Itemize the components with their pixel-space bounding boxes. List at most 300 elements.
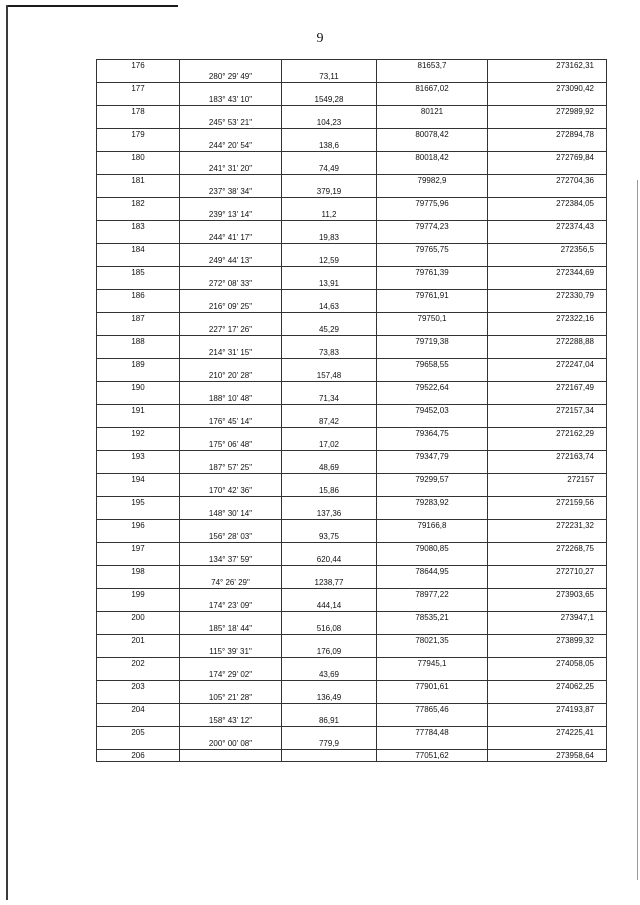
empty-cell bbox=[97, 255, 180, 267]
bearing-angle-cell: 245° 53' 21" bbox=[180, 117, 282, 129]
empty-cell bbox=[488, 508, 607, 520]
empty-cell bbox=[180, 359, 282, 371]
x-coordinate-cell: 81667,02 bbox=[377, 83, 488, 95]
empty-cell bbox=[377, 462, 488, 474]
empty-cell bbox=[488, 416, 607, 428]
distance-cell: 1238,77 bbox=[282, 577, 377, 589]
empty-cell bbox=[282, 313, 377, 325]
empty-cell bbox=[180, 750, 282, 762]
empty-cell bbox=[180, 543, 282, 555]
point-row bbox=[97, 658, 607, 670]
empty-cell bbox=[180, 589, 282, 601]
x-coordinate-cell: 78644,95 bbox=[377, 566, 488, 578]
coordinates-table-body bbox=[97, 60, 607, 762]
distance-cell: 138,6 bbox=[282, 140, 377, 152]
empty-cell bbox=[180, 704, 282, 716]
point-number-cell: 176 bbox=[97, 60, 180, 72]
empty-cell bbox=[282, 359, 377, 371]
empty-cell bbox=[377, 347, 488, 359]
segment-row bbox=[97, 255, 607, 267]
point-number-cell: 203 bbox=[97, 681, 180, 693]
x-coordinate-cell: 77051,62 bbox=[377, 750, 488, 762]
empty-cell bbox=[282, 405, 377, 417]
segment-row bbox=[97, 577, 607, 589]
y-coordinate-cell: 273958,64 bbox=[488, 750, 607, 762]
empty-cell bbox=[282, 704, 377, 716]
y-coordinate-cell: 272163,74 bbox=[488, 451, 607, 463]
bearing-angle-cell: 187° 57' 25" bbox=[180, 462, 282, 474]
point-row bbox=[97, 267, 607, 279]
empty-cell bbox=[97, 508, 180, 520]
empty-cell bbox=[488, 347, 607, 359]
segment-row bbox=[97, 439, 607, 451]
bearing-angle-cell: 244° 41' 17" bbox=[180, 232, 282, 244]
segment-row bbox=[97, 347, 607, 359]
empty-cell bbox=[282, 681, 377, 693]
empty-cell bbox=[282, 520, 377, 532]
empty-cell bbox=[97, 278, 180, 290]
x-coordinate-cell: 79658,55 bbox=[377, 359, 488, 371]
point-row bbox=[97, 589, 607, 601]
y-coordinate-cell: 273162,31 bbox=[488, 60, 607, 72]
x-coordinate-cell: 79166,8 bbox=[377, 520, 488, 532]
point-row bbox=[97, 566, 607, 578]
point-row bbox=[97, 152, 607, 164]
segment-row bbox=[97, 301, 607, 313]
empty-cell bbox=[97, 462, 180, 474]
x-coordinate-cell: 78977,22 bbox=[377, 589, 488, 601]
point-number-cell: 202 bbox=[97, 658, 180, 670]
empty-cell bbox=[488, 324, 607, 336]
distance-cell: 73,11 bbox=[282, 71, 377, 83]
empty-cell bbox=[282, 106, 377, 118]
x-coordinate-cell: 79761,39 bbox=[377, 267, 488, 279]
empty-cell bbox=[97, 232, 180, 244]
point-row bbox=[97, 244, 607, 256]
point-number-cell: 199 bbox=[97, 589, 180, 601]
y-coordinate-cell: 272231,32 bbox=[488, 520, 607, 532]
empty-cell bbox=[180, 198, 282, 210]
x-coordinate-cell: 77901,61 bbox=[377, 681, 488, 693]
empty-cell bbox=[97, 439, 180, 451]
segment-row bbox=[97, 669, 607, 681]
empty-cell bbox=[377, 554, 488, 566]
empty-cell bbox=[488, 117, 607, 129]
empty-cell bbox=[282, 451, 377, 463]
x-coordinate-cell: 79283,92 bbox=[377, 497, 488, 509]
distance-cell: 136,49 bbox=[282, 692, 377, 704]
empty-cell bbox=[488, 462, 607, 474]
empty-cell bbox=[377, 71, 488, 83]
empty-cell bbox=[180, 451, 282, 463]
segment-row bbox=[97, 600, 607, 612]
segment-row bbox=[97, 232, 607, 244]
distance-cell: 444,14 bbox=[282, 600, 377, 612]
point-number-cell: 205 bbox=[97, 727, 180, 739]
x-coordinate-cell: 78021,35 bbox=[377, 635, 488, 647]
empty-cell bbox=[97, 715, 180, 727]
y-coordinate-cell: 274193,87 bbox=[488, 704, 607, 716]
x-coordinate-cell: 79775,96 bbox=[377, 198, 488, 210]
empty-cell bbox=[377, 324, 488, 336]
empty-cell bbox=[282, 175, 377, 187]
empty-cell bbox=[282, 336, 377, 348]
y-coordinate-cell: 272157 bbox=[488, 474, 607, 486]
bearing-angle-cell: 200° 00' 08" bbox=[180, 738, 282, 750]
y-coordinate-cell: 272374,43 bbox=[488, 221, 607, 233]
empty-cell bbox=[488, 163, 607, 175]
point-number-cell: 183 bbox=[97, 221, 180, 233]
empty-cell bbox=[180, 60, 282, 72]
empty-cell bbox=[377, 508, 488, 520]
segment-row bbox=[97, 715, 607, 727]
empty-cell bbox=[377, 485, 488, 497]
x-coordinate-cell: 79719,38 bbox=[377, 336, 488, 348]
point-row bbox=[97, 727, 607, 739]
empty-cell bbox=[488, 577, 607, 589]
empty-cell bbox=[377, 393, 488, 405]
segment-row bbox=[97, 485, 607, 497]
distance-cell: 74,49 bbox=[282, 163, 377, 175]
segment-row bbox=[97, 692, 607, 704]
bearing-angle-cell: 105° 21' 28" bbox=[180, 692, 282, 704]
empty-cell bbox=[377, 531, 488, 543]
point-number-cell: 192 bbox=[97, 428, 180, 440]
distance-cell: 11,2 bbox=[282, 209, 377, 221]
empty-cell bbox=[97, 600, 180, 612]
x-coordinate-cell: 77865,46 bbox=[377, 704, 488, 716]
empty-cell bbox=[377, 416, 488, 428]
y-coordinate-cell: 272769,84 bbox=[488, 152, 607, 164]
y-coordinate-cell: 272384,05 bbox=[488, 198, 607, 210]
empty-cell bbox=[97, 370, 180, 382]
bearing-angle-cell: 148° 30' 14" bbox=[180, 508, 282, 520]
coordinates-table bbox=[96, 59, 607, 762]
empty-cell bbox=[180, 428, 282, 440]
point-row bbox=[97, 60, 607, 72]
point-row bbox=[97, 612, 607, 624]
bearing-angle-cell: 244° 20' 54" bbox=[180, 140, 282, 152]
y-coordinate-cell: 272704,36 bbox=[488, 175, 607, 187]
empty-cell bbox=[282, 83, 377, 95]
segment-row bbox=[97, 416, 607, 428]
empty-cell bbox=[377, 577, 488, 589]
y-coordinate-cell: 272247,04 bbox=[488, 359, 607, 371]
empty-cell bbox=[488, 692, 607, 704]
empty-cell bbox=[282, 221, 377, 233]
empty-cell bbox=[97, 669, 180, 681]
y-coordinate-cell: 272989,92 bbox=[488, 106, 607, 118]
empty-cell bbox=[488, 94, 607, 106]
segment-row bbox=[97, 186, 607, 198]
point-number-cell: 177 bbox=[97, 83, 180, 95]
x-coordinate-cell: 79299,57 bbox=[377, 474, 488, 486]
empty-cell bbox=[282, 428, 377, 440]
empty-cell bbox=[180, 267, 282, 279]
point-row bbox=[97, 520, 607, 532]
empty-cell bbox=[97, 94, 180, 106]
point-number-cell: 187 bbox=[97, 313, 180, 325]
point-number-cell: 206 bbox=[97, 750, 180, 762]
point-number-cell: 191 bbox=[97, 405, 180, 417]
empty-cell bbox=[488, 439, 607, 451]
point-number-cell: 178 bbox=[97, 106, 180, 118]
bearing-angle-cell: 227° 17' 26" bbox=[180, 324, 282, 336]
empty-cell bbox=[97, 738, 180, 750]
y-coordinate-cell: 273903,65 bbox=[488, 589, 607, 601]
empty-cell bbox=[97, 209, 180, 221]
segment-row bbox=[97, 117, 607, 129]
point-row bbox=[97, 106, 607, 118]
empty-cell bbox=[377, 140, 488, 152]
y-coordinate-cell: 272894,78 bbox=[488, 129, 607, 141]
y-coordinate-cell: 272162,29 bbox=[488, 428, 607, 440]
point-number-cell: 190 bbox=[97, 382, 180, 394]
segment-row bbox=[97, 140, 607, 152]
y-coordinate-cell: 274062,25 bbox=[488, 681, 607, 693]
empty-cell bbox=[377, 669, 488, 681]
empty-cell bbox=[377, 232, 488, 244]
bearing-angle-cell: 188° 10' 48" bbox=[180, 393, 282, 405]
bearing-angle-cell: 216° 09' 25" bbox=[180, 301, 282, 313]
distance-cell: 104,23 bbox=[282, 117, 377, 129]
empty-cell bbox=[97, 531, 180, 543]
empty-cell bbox=[488, 669, 607, 681]
empty-cell bbox=[97, 324, 180, 336]
empty-cell bbox=[180, 382, 282, 394]
empty-cell bbox=[377, 301, 488, 313]
empty-cell bbox=[488, 623, 607, 635]
empty-cell bbox=[180, 727, 282, 739]
point-row bbox=[97, 750, 607, 762]
bearing-angle-cell: 176° 45' 14" bbox=[180, 416, 282, 428]
x-coordinate-cell: 79750,1 bbox=[377, 313, 488, 325]
empty-cell bbox=[180, 497, 282, 509]
x-coordinate-cell: 79364,75 bbox=[377, 428, 488, 440]
point-row bbox=[97, 198, 607, 210]
y-coordinate-cell: 273090,42 bbox=[488, 83, 607, 95]
bearing-angle-cell: 170° 42' 36" bbox=[180, 485, 282, 497]
distance-cell: 12,59 bbox=[282, 255, 377, 267]
empty-cell bbox=[488, 715, 607, 727]
empty-cell bbox=[180, 106, 282, 118]
empty-cell bbox=[488, 209, 607, 221]
distance-cell: 73,83 bbox=[282, 347, 377, 359]
distance-cell: 1549,28 bbox=[282, 94, 377, 106]
y-coordinate-cell: 272268,75 bbox=[488, 543, 607, 555]
x-coordinate-cell: 79765,75 bbox=[377, 244, 488, 256]
distance-cell: 157,48 bbox=[282, 370, 377, 382]
point-row bbox=[97, 428, 607, 440]
bearing-angle-cell: 158° 43' 12" bbox=[180, 715, 282, 727]
empty-cell bbox=[180, 313, 282, 325]
empty-cell bbox=[180, 175, 282, 187]
empty-cell bbox=[97, 416, 180, 428]
point-number-cell: 185 bbox=[97, 267, 180, 279]
empty-cell bbox=[97, 554, 180, 566]
empty-cell bbox=[488, 738, 607, 750]
point-row bbox=[97, 635, 607, 647]
y-coordinate-cell: 273899,32 bbox=[488, 635, 607, 647]
bearing-angle-cell: 156° 28' 03" bbox=[180, 531, 282, 543]
point-number-cell: 179 bbox=[97, 129, 180, 141]
empty-cell bbox=[282, 244, 377, 256]
distance-cell: 71,34 bbox=[282, 393, 377, 405]
bearing-angle-cell: 175° 06' 48" bbox=[180, 439, 282, 451]
point-number-cell: 200 bbox=[97, 612, 180, 624]
empty-cell bbox=[180, 658, 282, 670]
empty-cell bbox=[180, 566, 282, 578]
empty-cell bbox=[97, 485, 180, 497]
y-coordinate-cell: 272322,16 bbox=[488, 313, 607, 325]
distance-cell: 620,44 bbox=[282, 554, 377, 566]
empty-cell bbox=[488, 554, 607, 566]
distance-cell: 45,29 bbox=[282, 324, 377, 336]
bearing-angle-cell: 185° 18' 44" bbox=[180, 623, 282, 635]
empty-cell bbox=[488, 140, 607, 152]
y-coordinate-cell: 274058,05 bbox=[488, 658, 607, 670]
point-number-cell: 184 bbox=[97, 244, 180, 256]
segment-row bbox=[97, 370, 607, 382]
x-coordinate-cell: 79452,03 bbox=[377, 405, 488, 417]
bearing-angle-cell: 249° 44' 13" bbox=[180, 255, 282, 267]
x-coordinate-cell: 77784,48 bbox=[377, 727, 488, 739]
point-number-cell: 180 bbox=[97, 152, 180, 164]
page-number: 9 bbox=[316, 31, 324, 46]
point-row bbox=[97, 336, 607, 348]
point-row bbox=[97, 221, 607, 233]
point-number-cell: 194 bbox=[97, 474, 180, 486]
empty-cell bbox=[180, 612, 282, 624]
empty-cell bbox=[282, 60, 377, 72]
point-row bbox=[97, 474, 607, 486]
empty-cell bbox=[180, 635, 282, 647]
empty-cell bbox=[180, 221, 282, 233]
empty-cell bbox=[282, 658, 377, 670]
point-row bbox=[97, 359, 607, 371]
bearing-angle-cell: 174° 23' 09" bbox=[180, 600, 282, 612]
bearing-angle-cell: 237° 38' 34" bbox=[180, 186, 282, 198]
empty-cell bbox=[488, 232, 607, 244]
empty-cell bbox=[97, 71, 180, 83]
empty-cell bbox=[180, 290, 282, 302]
distance-cell: 93,75 bbox=[282, 531, 377, 543]
point-row bbox=[97, 290, 607, 302]
empty-cell bbox=[377, 278, 488, 290]
scan-edge-line bbox=[637, 180, 638, 880]
x-coordinate-cell: 79522,64 bbox=[377, 382, 488, 394]
empty-cell bbox=[97, 646, 180, 658]
empty-cell bbox=[97, 117, 180, 129]
point-row bbox=[97, 543, 607, 555]
x-coordinate-cell: 80121 bbox=[377, 106, 488, 118]
empty-cell bbox=[282, 152, 377, 164]
empty-cell bbox=[488, 186, 607, 198]
point-number-cell: 201 bbox=[97, 635, 180, 647]
empty-cell bbox=[377, 209, 488, 221]
point-row bbox=[97, 313, 607, 325]
empty-cell bbox=[97, 347, 180, 359]
empty-cell bbox=[488, 600, 607, 612]
bearing-angle-cell: 272° 08' 33" bbox=[180, 278, 282, 290]
distance-cell: 13,91 bbox=[282, 278, 377, 290]
empty-cell bbox=[282, 290, 377, 302]
empty-cell bbox=[97, 577, 180, 589]
distance-cell: 48,69 bbox=[282, 462, 377, 474]
empty-cell bbox=[97, 393, 180, 405]
point-number-cell: 182 bbox=[97, 198, 180, 210]
segment-row bbox=[97, 71, 607, 83]
point-number-cell: 195 bbox=[97, 497, 180, 509]
segment-row bbox=[97, 531, 607, 543]
empty-cell bbox=[97, 301, 180, 313]
segment-row bbox=[97, 462, 607, 474]
empty-cell bbox=[377, 738, 488, 750]
distance-cell: 86,91 bbox=[282, 715, 377, 727]
empty-cell bbox=[488, 646, 607, 658]
empty-cell bbox=[180, 681, 282, 693]
empty-cell bbox=[282, 750, 377, 762]
point-number-cell: 204 bbox=[97, 704, 180, 716]
segment-row bbox=[97, 623, 607, 635]
point-number-cell: 193 bbox=[97, 451, 180, 463]
segment-row bbox=[97, 393, 607, 405]
point-row bbox=[97, 451, 607, 463]
empty-cell bbox=[488, 278, 607, 290]
empty-cell bbox=[97, 623, 180, 635]
corner-mark-horizontal bbox=[6, 5, 178, 7]
empty-cell bbox=[488, 370, 607, 382]
empty-cell bbox=[180, 474, 282, 486]
distance-cell: 779,9 bbox=[282, 738, 377, 750]
distance-cell: 176,09 bbox=[282, 646, 377, 658]
corner-mark-vertical bbox=[6, 5, 8, 900]
distance-cell: 379,19 bbox=[282, 186, 377, 198]
point-number-cell: 197 bbox=[97, 543, 180, 555]
x-coordinate-cell: 80018,42 bbox=[377, 152, 488, 164]
empty-cell bbox=[377, 623, 488, 635]
segment-row bbox=[97, 278, 607, 290]
y-coordinate-cell: 273947,1 bbox=[488, 612, 607, 624]
bearing-angle-cell: 115° 39' 31" bbox=[180, 646, 282, 658]
empty-cell bbox=[377, 600, 488, 612]
point-number-cell: 198 bbox=[97, 566, 180, 578]
x-coordinate-cell: 79982,9 bbox=[377, 175, 488, 187]
empty-cell bbox=[282, 566, 377, 578]
bearing-angle-cell: 134° 37' 59" bbox=[180, 554, 282, 566]
empty-cell bbox=[282, 129, 377, 141]
distance-cell: 17,02 bbox=[282, 439, 377, 451]
empty-cell bbox=[377, 186, 488, 198]
empty-cell bbox=[488, 71, 607, 83]
empty-cell bbox=[180, 83, 282, 95]
empty-cell bbox=[97, 163, 180, 175]
empty-cell bbox=[377, 439, 488, 451]
bearing-angle-cell: 280° 29' 49" bbox=[180, 71, 282, 83]
point-row bbox=[97, 704, 607, 716]
y-coordinate-cell: 274225,41 bbox=[488, 727, 607, 739]
point-row bbox=[97, 382, 607, 394]
segment-row bbox=[97, 646, 607, 658]
y-coordinate-cell: 272356,5 bbox=[488, 244, 607, 256]
empty-cell bbox=[282, 612, 377, 624]
y-coordinate-cell: 272330,79 bbox=[488, 290, 607, 302]
x-coordinate-cell: 79080,85 bbox=[377, 543, 488, 555]
bearing-angle-cell: 174° 29' 02" bbox=[180, 669, 282, 681]
empty-cell bbox=[282, 727, 377, 739]
distance-cell: 137,36 bbox=[282, 508, 377, 520]
empty-cell bbox=[377, 163, 488, 175]
